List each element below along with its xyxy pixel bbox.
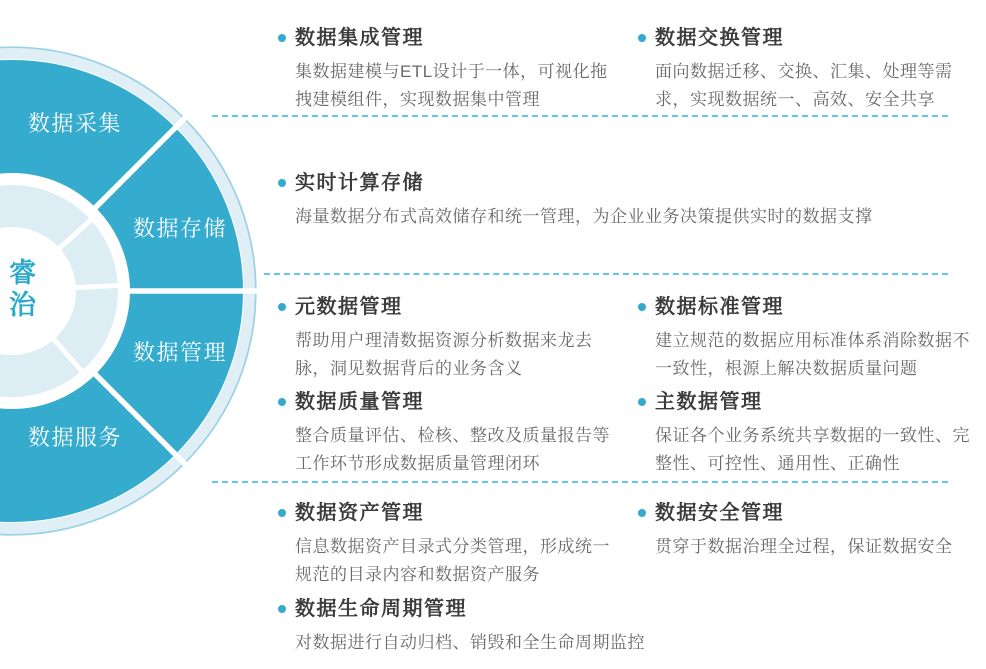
- feature-body: 海量数据分布式高效储存和统一管理，为企业业务决策提供实时的数据支撑: [295, 207, 873, 226]
- inner-ring-divider: [64, 285, 122, 288]
- feature-master-data: [638, 389, 971, 478]
- feature-data-asset: [278, 500, 621, 589]
- bullet-icon: [278, 605, 286, 613]
- feature-title: 主数据管理: [655, 391, 763, 413]
- segment-label-data-storage: 数据存储: [132, 216, 228, 241]
- bullet-icon: [278, 179, 286, 187]
- feature-data-integration: [278, 25, 621, 114]
- segment-label-data-service: 数据服务: [27, 425, 123, 450]
- feature-title: 数据标准管理: [655, 296, 784, 318]
- feature-data-exchange: [638, 25, 971, 114]
- feature-body: 对数据进行自动归档、销毁和全生命周期监控: [295, 633, 645, 652]
- feature-data-lifecycle: [278, 596, 765, 657]
- dashed-separator: [212, 481, 948, 483]
- feature-body: 贯穿于数据治理全过程，保证数据安全: [655, 537, 953, 556]
- feature-body: 面向数据迁移、交换、汇集、处理等需求，实现数据统一、高效、安全共享: [655, 62, 953, 109]
- bullet-icon: [278, 398, 286, 406]
- feature-title: 元数据管理: [295, 296, 403, 318]
- feature-body: 建立规范的数据应用标准体系消除数据不一致性，根源上解决数据质量问题: [655, 331, 970, 378]
- bullet-icon: [638, 509, 646, 517]
- feature-title: 实时计算存储: [295, 172, 424, 194]
- bullet-icon: [278, 509, 286, 517]
- bullet-icon: [278, 303, 286, 311]
- feature-data-standard: [638, 294, 971, 383]
- center-brand-label: 睿: [9, 258, 37, 288]
- bullet-icon: [638, 34, 646, 42]
- dashed-separator: [212, 115, 948, 117]
- bullet-icon: [278, 34, 286, 42]
- feature-title: 数据质量管理: [295, 391, 424, 413]
- feature-metadata-management: [278, 294, 621, 383]
- feature-title: 数据集成管理: [295, 27, 424, 49]
- feature-body: 帮助用户理清数据资源分析数据来龙去脉，洞见数据背后的业务含义: [295, 331, 593, 378]
- feature-body: 信息数据资产目录式分类管理，形成统一规范的目录内容和数据资产服务: [295, 537, 610, 584]
- center-brand-label: 治: [9, 290, 37, 320]
- feature-body: 整合质量评估、检核、整改及质量报告等工作环节形成数据质量管理闭环: [295, 426, 610, 473]
- segment-label-data-collection: 数据采集: [27, 111, 123, 136]
- feature-title: 数据交换管理: [655, 27, 784, 49]
- feature-data-quality: [278, 389, 621, 478]
- feature-title: 数据安全管理: [655, 502, 784, 524]
- feature-realtime-storage: [278, 170, 986, 231]
- feature-body: 集数据建模与ETL设计于一体，可视化拖拽建模组件，实现数据集中管理: [295, 62, 608, 109]
- feature-body: 保证各个业务系统共享数据的一致性、完整性、可控性、通用性、正确性: [655, 426, 970, 473]
- dashed-separator: [264, 273, 948, 275]
- feature-title: 数据生命周期管理: [295, 598, 467, 620]
- segment-label-data-management: 数据管理: [132, 340, 228, 365]
- feature-title: 数据资产管理: [295, 502, 424, 524]
- bullet-icon: [638, 303, 646, 311]
- bullet-icon: [638, 398, 646, 406]
- feature-data-security: [638, 500, 975, 561]
